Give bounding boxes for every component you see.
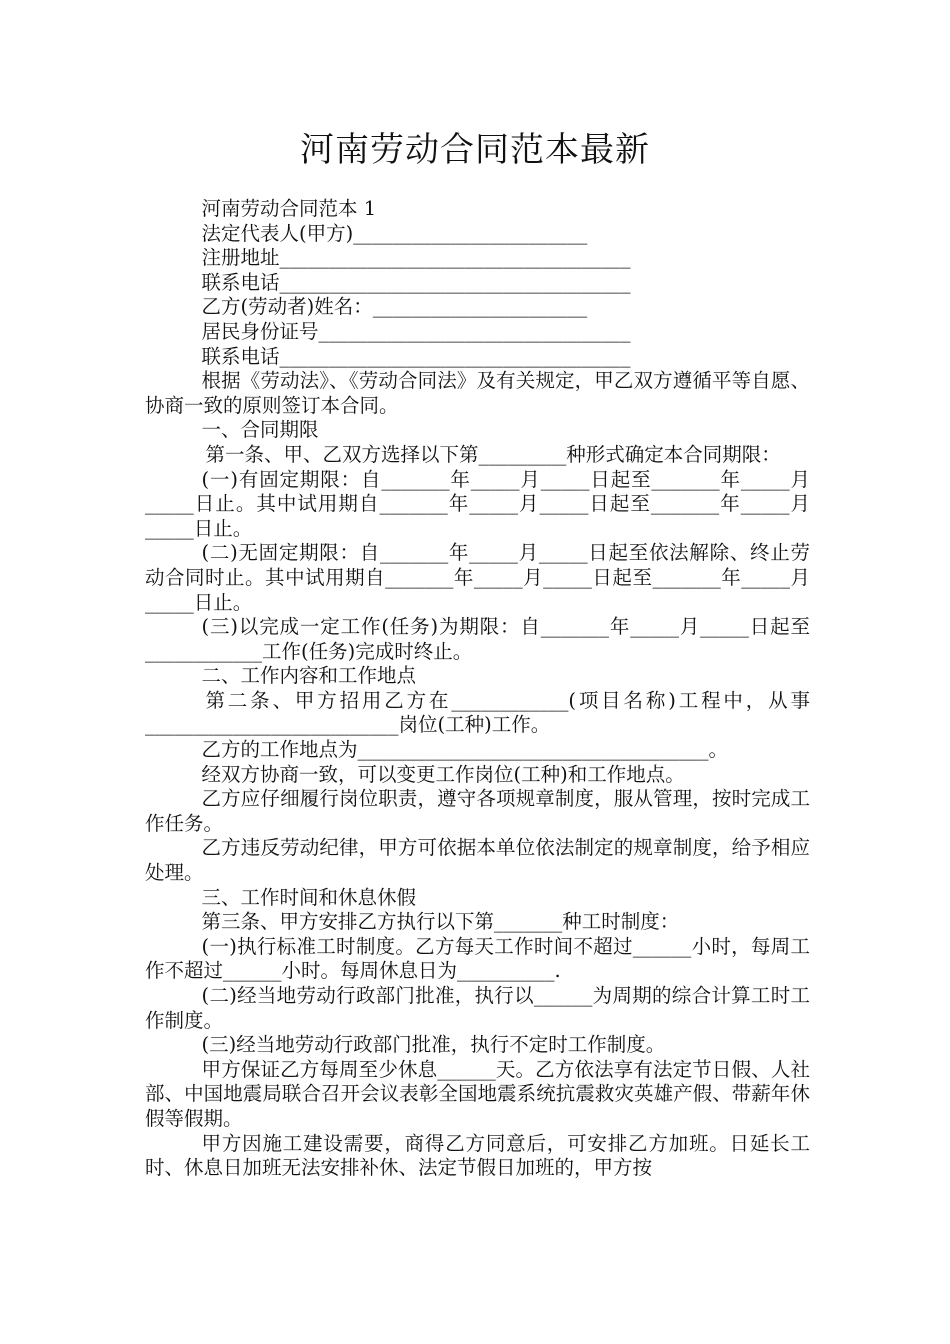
section-heading-work: 二、工作内容和工作地点 <box>201 664 417 688</box>
document-title: 河南劳动合同范本最新 <box>300 130 650 170</box>
comprehensive-hours-paragraph: (二)经当地劳动行政部门批准，执行以______为周期的综合计算工时工作制度。 <box>145 984 810 1032</box>
duties-paragraph: 乙方应仔细履行岗位职责，遵守各项规章制度，服从管理，按时完成工作任务。 <box>145 787 810 835</box>
article-2-paragraph: 第二条、甲方招用乙方在____________(项目名称)工程中，从事__________________________岗位(工种)工作。 <box>145 688 810 737</box>
employer-phone-line: 联系电话____________________________________ <box>201 270 631 294</box>
article-3-paragraph: 第三条、甲方安排乙方执行以下第_______种工时制度： <box>201 910 680 934</box>
id-number-line: 居民身份证号________________________________ <box>201 319 631 343</box>
rest-days-paragraph: 甲方保证乙方每周至少休息______天。乙方依法享有法定节日假、人社部、中国地震局联合召开会议表彰全国地震系统抗震救灾英雄产假、带薪年休假等假期。 <box>145 1057 810 1130</box>
preamble-paragraph: 根据《劳动法》、《劳动合同法》及有关规定，甲乙双方遵循平等自愿、协商一致的原则签订本合同。 <box>145 369 810 417</box>
article-1-paragraph: 第一条、甲、乙双方选择以下第_________种形式确定本合同期限： <box>205 442 781 466</box>
work-location-paragraph: 乙方的工作地点为____________________________________。 <box>201 738 729 762</box>
fixed-term-paragraph: (一)有固定期限：自_______年_____月_____日起至_______年_____月_____日止。其中试用期自_______年_____月_____日起至_______年_____月_____日止。 <box>145 467 810 540</box>
discipline-paragraph: 乙方违反劳动纪律，甲方可依据本单位依法制定的规章制度，给予相应处理。 <box>145 836 810 885</box>
section-heading-term: 一、合同期限 <box>201 418 319 442</box>
employee-name-line: 乙方(劳动者)姓名：______________________ <box>201 295 588 319</box>
employee-phone-line: 联系电话____________________________________ <box>201 344 631 368</box>
open-term-paragraph: (二)无固定期限：自_______年_____月_____日起至依法解除、终止劳动合同时止。其中试用期自_______年_____月_____日起至_______年_____月_____日止。 <box>145 541 810 614</box>
registered-address-line: 注册地址____________________________________ <box>201 246 631 270</box>
standard-hours-paragraph: (一)执行标准工时制度。乙方每天工作时间不超过______小时，每周工作不超过______小时。每周休息日为__________. <box>145 934 810 983</box>
employer-representative-line: 法定代表人(甲方)________________________ <box>201 221 588 245</box>
document-body <box>145 197 810 1181</box>
overtime-paragraph: 甲方因施工建设需要，商得乙方同意后，可安排乙方加班。日延长工时、休息日加班无法安排补休、法定节假日加班的，甲方按 <box>145 1131 810 1180</box>
section-heading-hours: 三、工作时间和休息休假 <box>201 885 417 909</box>
change-position-paragraph: 经双方协商一致，可以变更工作岗位(工种)和工作地点。 <box>201 762 685 786</box>
task-term-paragraph: (三)以完成一定工作(任务)为期限：自_______年_____月_____日起至____________工作(任务)完成时终止。 <box>145 615 810 663</box>
flexible-hours-paragraph: (三)经当地劳动行政部门批准，执行不定时工作制度。 <box>201 1033 666 1057</box>
contract-heading: 河南劳动合同范本 1 <box>201 197 377 220</box>
